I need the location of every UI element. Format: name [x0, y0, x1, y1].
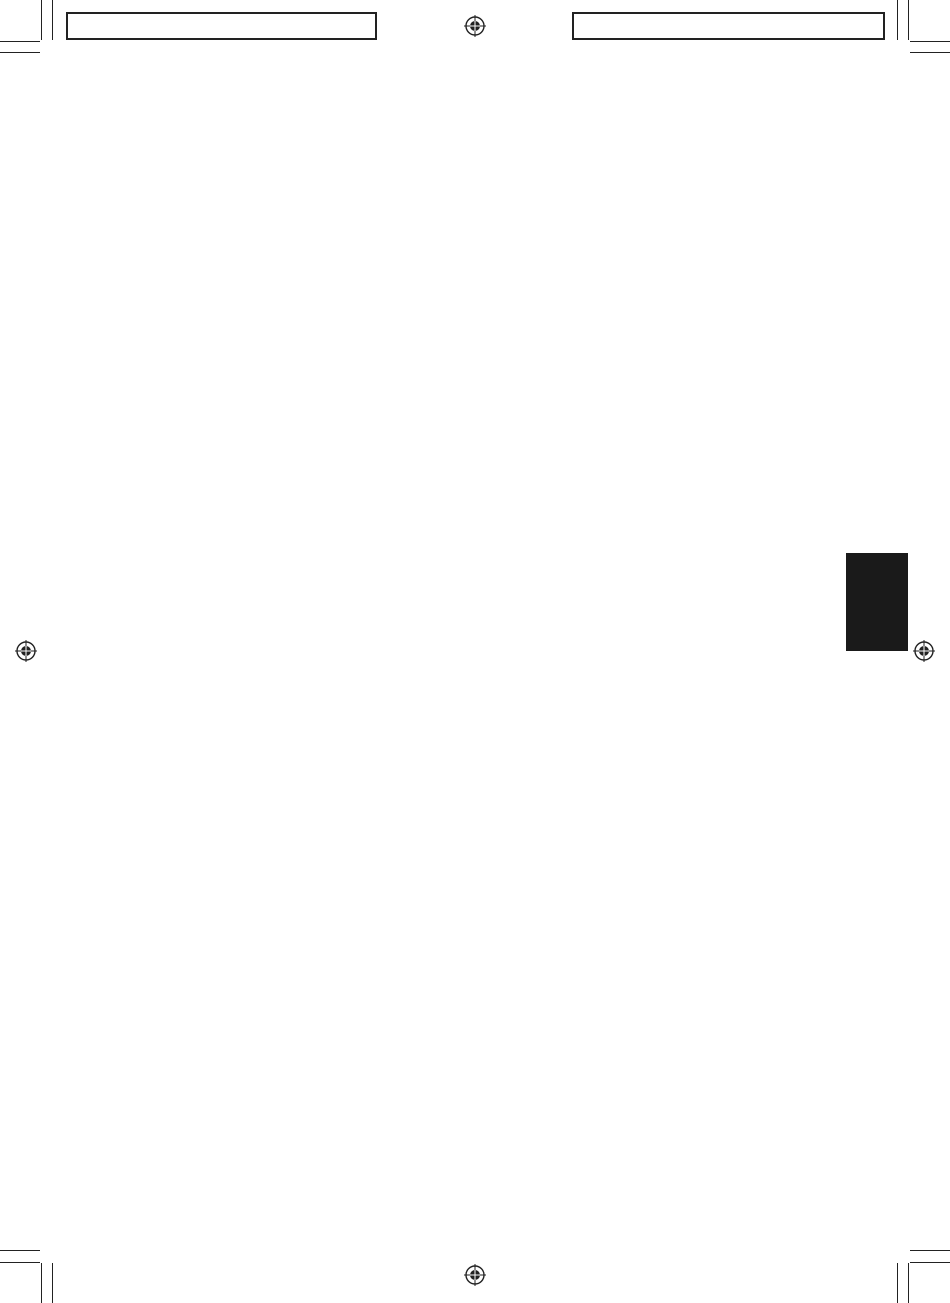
grayscale-bar: [66, 12, 377, 40]
crop-mark: [910, 1262, 950, 1263]
crop-mark: [910, 41, 950, 42]
crop-mark: [0, 52, 40, 53]
crop-mark: [52, 1263, 53, 1303]
registration-mark-icon: [15, 640, 37, 662]
crop-mark: [41, 0, 42, 40]
registration-mark-icon: [464, 1264, 486, 1286]
crop-mark: [0, 41, 40, 42]
crop-mark: [908, 0, 909, 40]
crop-mark: [910, 1250, 950, 1251]
registration-mark-icon: [913, 640, 935, 662]
language-tab: [846, 553, 908, 651]
crop-mark: [52, 0, 53, 40]
crop-mark: [897, 1263, 898, 1303]
crop-mark: [41, 1263, 42, 1303]
crop-mark: [908, 1263, 909, 1303]
process-color-bar: [572, 12, 885, 40]
registration-mark-icon: [464, 15, 486, 37]
crop-mark: [910, 52, 950, 53]
crop-mark: [0, 1262, 40, 1263]
crop-mark: [897, 0, 898, 40]
crop-mark: [0, 1250, 40, 1251]
